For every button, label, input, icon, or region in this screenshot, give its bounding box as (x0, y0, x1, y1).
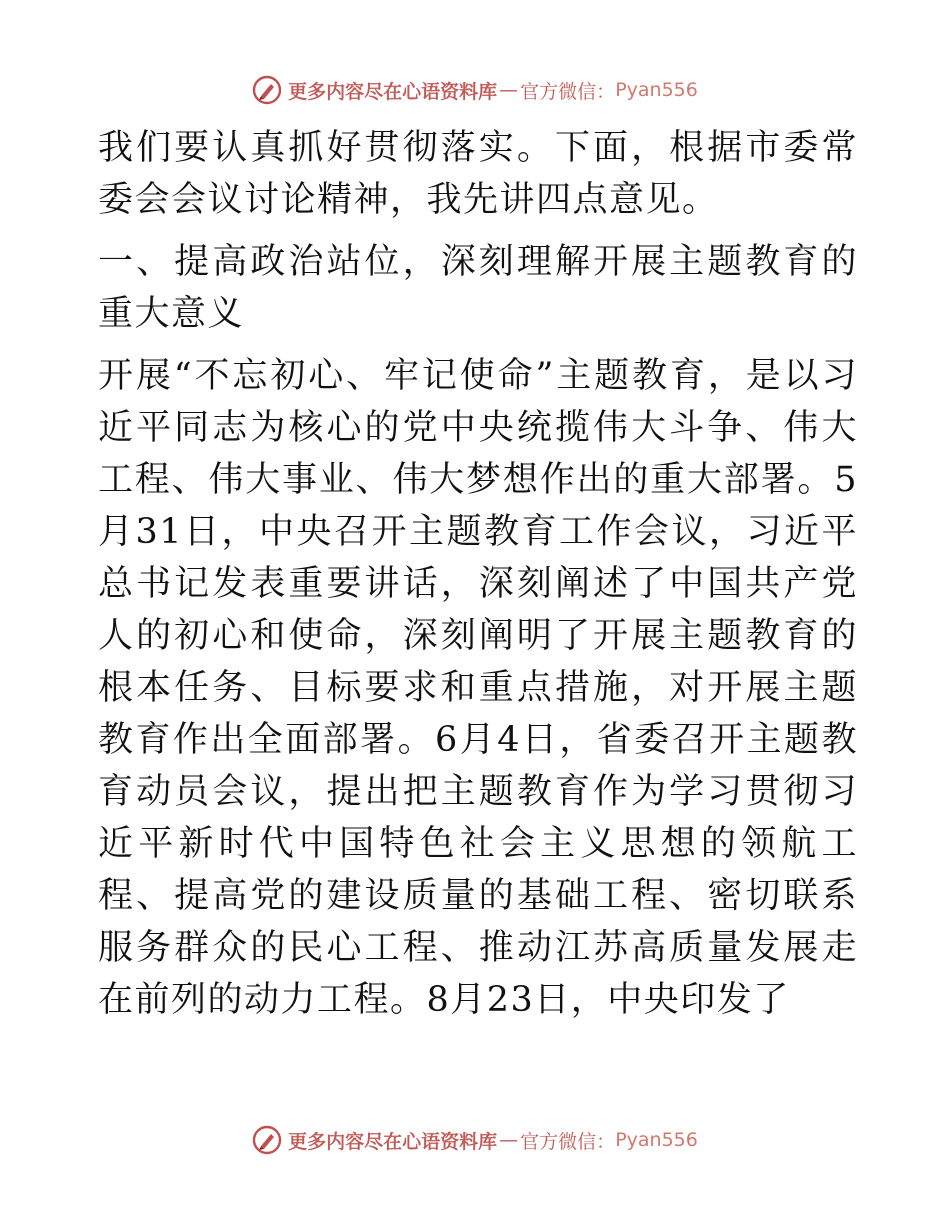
paragraph-intro: 我们要认真抓好贯彻落实。下面，根据市委常委会会议讨论精神，我先讲四点意见。 (98, 128, 858, 220)
paragraph-body: 开展“不忘初心、牢记使命”主题教育，是以习近平同志为核心的党中央统揽伟大斗争、伟大工程、伟大事业、伟大梦想作出的重大部署。5月31日，中央召开主题教育工作会议，习近平总书记发表重要讲话，深刻阐述了中国共产党人的初心和使命，深刻阐明了开展主题教育的根本任务、目标要求和重点措施，对开展主题教育作出全面部署。6月4日，省委召开主题教育动员会议，提出把主题教育作为学习贯彻习近平新时代中国特色社会主义思想的领航工程、提高党的建设质量的基础工程、密切联系服务群众的民心工程、推动江苏高质量发展走在前列的动力工程。8月23日，中央印发了 (98, 356, 858, 1020)
watermark-brand: 更多内容尽在心语资料库 (288, 80, 498, 103)
document-body (98, 122, 858, 1026)
pen-logo-icon (252, 75, 282, 105)
watermark-id: Pyan556 (615, 79, 698, 101)
watermark-brand: 更多内容尽在心语资料库 (288, 1130, 498, 1153)
pen-logo-icon (252, 1125, 282, 1155)
section-heading: 一、提高政治站位，深刻理解开展主题教育的重大意义 (98, 242, 858, 334)
watermark-dash: — (499, 79, 519, 101)
watermark-header (0, 70, 950, 110)
watermark-id: Pyan556 (615, 1129, 698, 1151)
watermark-dash: — (499, 1129, 519, 1151)
watermark-label: 官方微信： (520, 1130, 616, 1153)
watermark-footer (0, 1120, 950, 1160)
watermark-label: 官方微信： (520, 80, 616, 103)
